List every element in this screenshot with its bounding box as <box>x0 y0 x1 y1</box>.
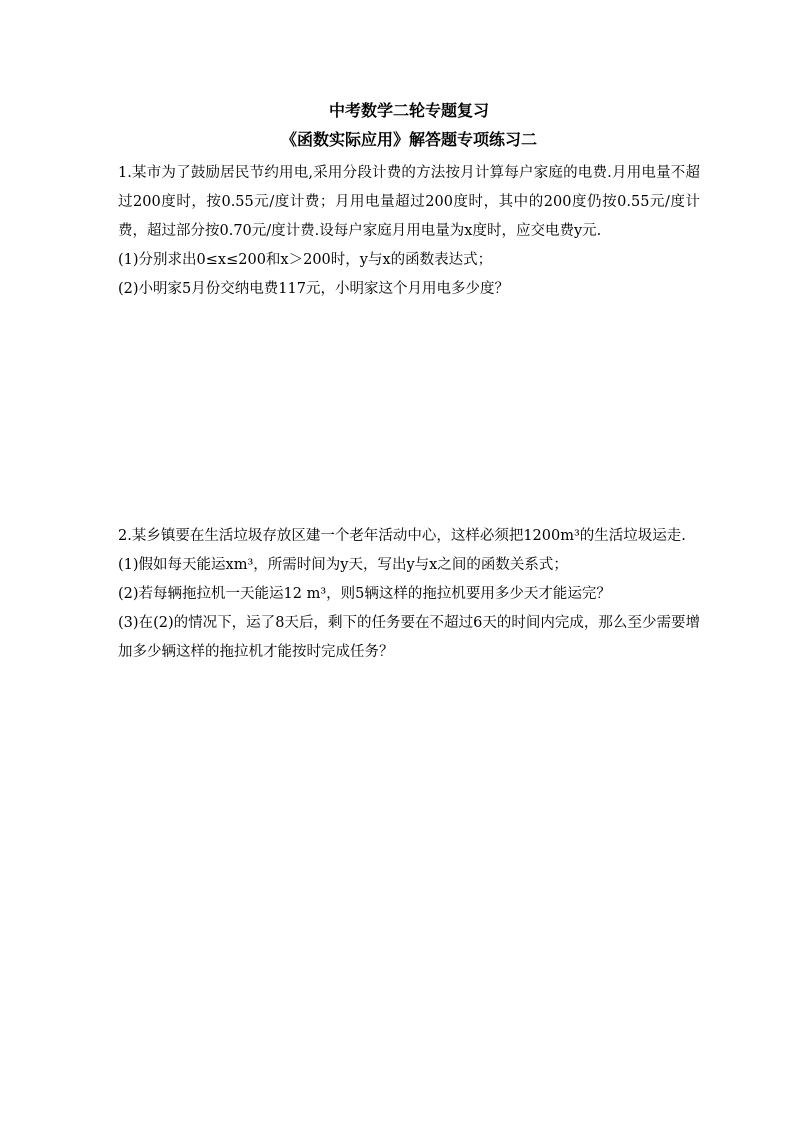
document-content <box>118 96 700 667</box>
document-title: 中考数学二轮专题复习 <box>328 101 489 120</box>
question-1 <box>118 159 700 304</box>
question-2-part-2: (2)若每辆拖拉机一天能运12 m³，则5辆这样的拖拉机要用多少天才能运完？ <box>118 586 611 602</box>
document-subtitle: 《函数实际应用》解答题专项练习二 <box>280 130 537 149</box>
question-1-part-2: (2)小明家5月份交纳电费117元，小明家这个月用电多少度？ <box>118 281 509 297</box>
question-2-part-1: (1)假如每天能运xm³，所需时间为y天，写出y与x之间的函数关系式； <box>118 557 568 573</box>
question-1-stem: 1.某市为了鼓励居民节约用电,采用分段计费的方法按月计算每户家庭的电费.月用电量不超过200度时，按0.55元/度计费；月用电量超过200度时，其中的200度仍按0.55元/度计费，超过部分按0.70元/度计费.设每户家庭月用电量为x度时，应交电费y元. <box>118 165 700 239</box>
question-2-stem: 2.某乡镇要在生活垃圾存放区建一个老年活动中心，这样必须把1200m³的生活垃圾运走. <box>118 528 686 544</box>
question-2-part-3: (3)在(2)的情况下，运了8天后，剩下的任务要在不超过6天的时间内完成，那么至少需要增加多少辆这样的拖拉机才能按时完成任务？ <box>118 615 700 660</box>
question-1-part-1: (1)分别求出0≤x≤200和x＞200时，y与x的函数表达式； <box>118 252 493 268</box>
question-2 <box>118 522 700 667</box>
